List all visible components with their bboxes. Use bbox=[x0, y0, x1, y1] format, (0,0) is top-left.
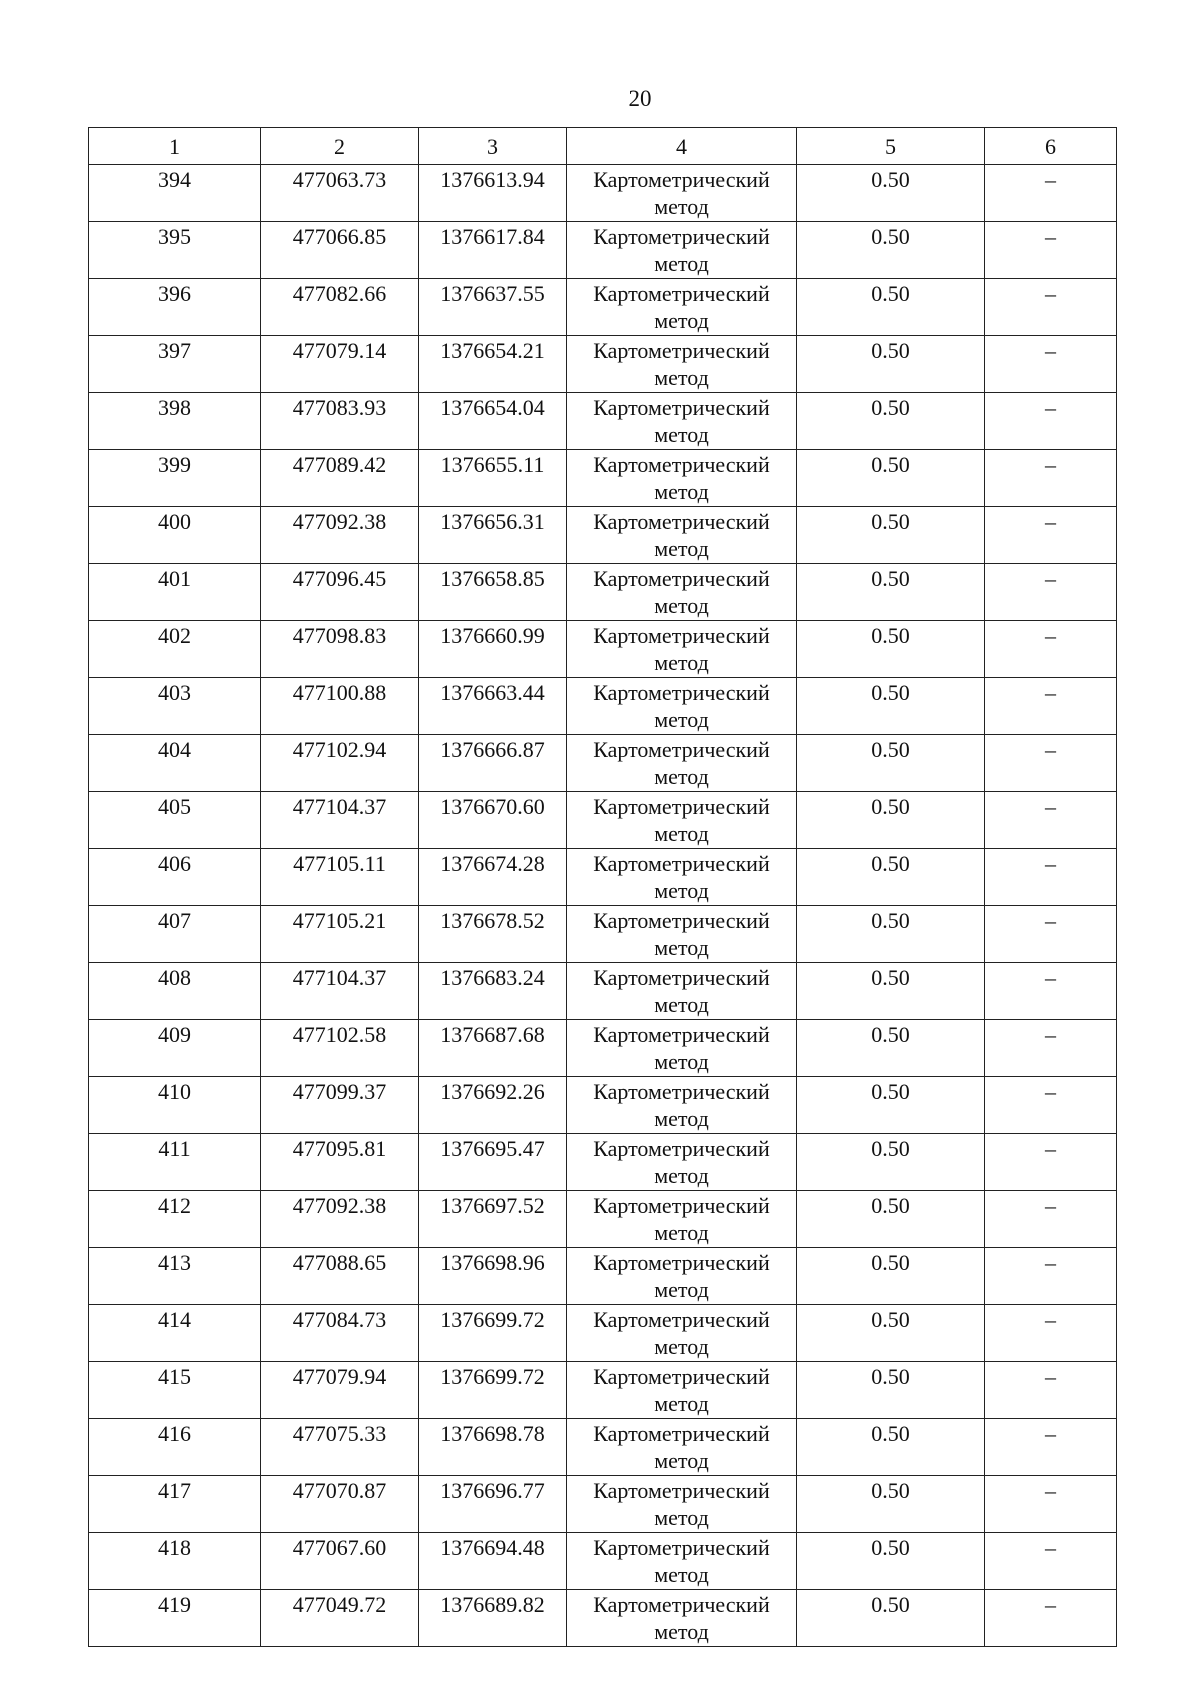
method-cell: Картометрический метод bbox=[567, 1134, 797, 1191]
table-row bbox=[89, 735, 1117, 792]
x-coordinate-cell: 477079.14 bbox=[261, 336, 419, 393]
y-coordinate-cell: 1376689.82 bbox=[419, 1590, 567, 1647]
note-cell: – bbox=[985, 963, 1117, 1020]
x-coordinate-cell: 477105.11 bbox=[261, 849, 419, 906]
method-cell: Картометрический метод bbox=[567, 1077, 797, 1134]
y-coordinate-cell: 1376663.44 bbox=[419, 678, 567, 735]
table-row bbox=[89, 507, 1117, 564]
column-header: 5 bbox=[797, 128, 985, 165]
y-coordinate-cell: 1376694.48 bbox=[419, 1533, 567, 1590]
note-cell: – bbox=[985, 792, 1117, 849]
table-row bbox=[89, 1419, 1117, 1476]
x-coordinate-cell: 477084.73 bbox=[261, 1305, 419, 1362]
y-coordinate-cell: 1376674.28 bbox=[419, 849, 567, 906]
coordinates-table bbox=[88, 127, 1117, 1647]
method-cell: Картометрический метод bbox=[567, 963, 797, 1020]
table-row bbox=[89, 1590, 1117, 1647]
x-coordinate-cell: 477099.37 bbox=[261, 1077, 419, 1134]
method-cell: Картометрический метод bbox=[567, 849, 797, 906]
y-coordinate-cell: 1376678.52 bbox=[419, 906, 567, 963]
note-cell: – bbox=[985, 1305, 1117, 1362]
method-cell: Картометрический метод bbox=[567, 1533, 797, 1590]
y-coordinate-cell: 1376666.87 bbox=[419, 735, 567, 792]
method-cell: Картометрический метод bbox=[567, 1476, 797, 1533]
accuracy-cell: 0.50 bbox=[797, 1020, 985, 1077]
accuracy-cell: 0.50 bbox=[797, 165, 985, 222]
point-number-cell: 408 bbox=[89, 963, 261, 1020]
table-row bbox=[89, 1191, 1117, 1248]
y-coordinate-cell: 1376660.99 bbox=[419, 621, 567, 678]
accuracy-cell: 0.50 bbox=[797, 621, 985, 678]
method-cell: Картометрический метод bbox=[567, 621, 797, 678]
x-coordinate-cell: 477102.58 bbox=[261, 1020, 419, 1077]
point-number-cell: 410 bbox=[89, 1077, 261, 1134]
accuracy-cell: 0.50 bbox=[797, 735, 985, 792]
note-cell: – bbox=[985, 393, 1117, 450]
note-cell: – bbox=[985, 735, 1117, 792]
point-number-cell: 414 bbox=[89, 1305, 261, 1362]
point-number-cell: 402 bbox=[89, 621, 261, 678]
accuracy-cell: 0.50 bbox=[797, 963, 985, 1020]
x-coordinate-cell: 477104.37 bbox=[261, 963, 419, 1020]
table-row bbox=[89, 1248, 1117, 1305]
method-cell: Картометрический метод bbox=[567, 1248, 797, 1305]
accuracy-cell: 0.50 bbox=[797, 1134, 985, 1191]
method-cell: Картометрический метод bbox=[567, 1020, 797, 1077]
note-cell: – bbox=[985, 336, 1117, 393]
table-row bbox=[89, 279, 1117, 336]
method-cell: Картометрический метод bbox=[567, 507, 797, 564]
accuracy-cell: 0.50 bbox=[797, 1476, 985, 1533]
table-row bbox=[89, 678, 1117, 735]
note-cell: – bbox=[985, 1134, 1117, 1191]
method-cell: Картометрический метод bbox=[567, 1419, 797, 1476]
point-number-cell: 398 bbox=[89, 393, 261, 450]
table-row bbox=[89, 336, 1117, 393]
method-cell: Картометрический метод bbox=[567, 165, 797, 222]
y-coordinate-cell: 1376683.24 bbox=[419, 963, 567, 1020]
x-coordinate-cell: 477105.21 bbox=[261, 906, 419, 963]
note-cell: – bbox=[985, 1248, 1117, 1305]
point-number-cell: 403 bbox=[89, 678, 261, 735]
point-number-cell: 407 bbox=[89, 906, 261, 963]
note-cell: – bbox=[985, 564, 1117, 621]
y-coordinate-cell: 1376655.11 bbox=[419, 450, 567, 507]
accuracy-cell: 0.50 bbox=[797, 678, 985, 735]
table-row bbox=[89, 165, 1117, 222]
accuracy-cell: 0.50 bbox=[797, 1077, 985, 1134]
y-coordinate-cell: 1376617.84 bbox=[419, 222, 567, 279]
point-number-cell: 415 bbox=[89, 1362, 261, 1419]
table-row bbox=[89, 393, 1117, 450]
y-coordinate-cell: 1376654.21 bbox=[419, 336, 567, 393]
table-row bbox=[89, 1134, 1117, 1191]
accuracy-cell: 0.50 bbox=[797, 564, 985, 621]
method-cell: Картометрический метод bbox=[567, 1305, 797, 1362]
point-number-cell: 400 bbox=[89, 507, 261, 564]
point-number-cell: 404 bbox=[89, 735, 261, 792]
page-number: 20 bbox=[628, 86, 652, 111]
y-coordinate-cell: 1376697.52 bbox=[419, 1191, 567, 1248]
x-coordinate-cell: 477104.37 bbox=[261, 792, 419, 849]
table-row bbox=[89, 1077, 1117, 1134]
accuracy-cell: 0.50 bbox=[797, 1191, 985, 1248]
table-row bbox=[89, 906, 1117, 963]
table-row bbox=[89, 222, 1117, 279]
method-cell: Картометрический метод bbox=[567, 735, 797, 792]
note-cell: – bbox=[985, 1533, 1117, 1590]
accuracy-cell: 0.50 bbox=[797, 393, 985, 450]
method-cell: Картометрический метод bbox=[567, 678, 797, 735]
y-coordinate-cell: 1376656.31 bbox=[419, 507, 567, 564]
method-cell: Картометрический метод bbox=[567, 1590, 797, 1647]
method-cell: Картометрический метод bbox=[567, 336, 797, 393]
y-coordinate-cell: 1376698.78 bbox=[419, 1419, 567, 1476]
note-cell: – bbox=[985, 222, 1117, 279]
method-cell: Картометрический метод bbox=[567, 1191, 797, 1248]
x-coordinate-cell: 477089.42 bbox=[261, 450, 419, 507]
method-cell: Картометрический метод bbox=[567, 279, 797, 336]
column-header: 3 bbox=[419, 128, 567, 165]
table-row bbox=[89, 1533, 1117, 1590]
note-cell: – bbox=[985, 165, 1117, 222]
accuracy-cell: 0.50 bbox=[797, 1305, 985, 1362]
note-cell: – bbox=[985, 1419, 1117, 1476]
note-cell: – bbox=[985, 1476, 1117, 1533]
x-coordinate-cell: 477063.73 bbox=[261, 165, 419, 222]
x-coordinate-cell: 477098.83 bbox=[261, 621, 419, 678]
note-cell: – bbox=[985, 450, 1117, 507]
point-number-cell: 396 bbox=[89, 279, 261, 336]
accuracy-cell: 0.50 bbox=[797, 1533, 985, 1590]
note-cell: – bbox=[985, 1590, 1117, 1647]
y-coordinate-cell: 1376696.77 bbox=[419, 1476, 567, 1533]
y-coordinate-cell: 1376654.04 bbox=[419, 393, 567, 450]
point-number-cell: 406 bbox=[89, 849, 261, 906]
table-body bbox=[89, 165, 1117, 1647]
y-coordinate-cell: 1376658.85 bbox=[419, 564, 567, 621]
method-cell: Картометрический метод bbox=[567, 393, 797, 450]
accuracy-cell: 0.50 bbox=[797, 906, 985, 963]
accuracy-cell: 0.50 bbox=[797, 1590, 985, 1647]
note-cell: – bbox=[985, 906, 1117, 963]
x-coordinate-cell: 477049.72 bbox=[261, 1590, 419, 1647]
table-row bbox=[89, 1362, 1117, 1419]
x-coordinate-cell: 477092.38 bbox=[261, 1191, 419, 1248]
x-coordinate-cell: 477102.94 bbox=[261, 735, 419, 792]
method-cell: Картометрический метод bbox=[567, 906, 797, 963]
y-coordinate-cell: 1376637.55 bbox=[419, 279, 567, 336]
y-coordinate-cell: 1376692.26 bbox=[419, 1077, 567, 1134]
point-number-cell: 401 bbox=[89, 564, 261, 621]
column-header: 2 bbox=[261, 128, 419, 165]
y-coordinate-cell: 1376699.72 bbox=[419, 1362, 567, 1419]
x-coordinate-cell: 477092.38 bbox=[261, 507, 419, 564]
accuracy-cell: 0.50 bbox=[797, 336, 985, 393]
table-row bbox=[89, 1020, 1117, 1077]
point-number-cell: 397 bbox=[89, 336, 261, 393]
table-row bbox=[89, 849, 1117, 906]
note-cell: – bbox=[985, 279, 1117, 336]
column-header: 1 bbox=[89, 128, 261, 165]
x-coordinate-cell: 477082.66 bbox=[261, 279, 419, 336]
accuracy-cell: 0.50 bbox=[797, 1248, 985, 1305]
method-cell: Картометрический метод bbox=[567, 1362, 797, 1419]
x-coordinate-cell: 477100.88 bbox=[261, 678, 419, 735]
method-cell: Картометрический метод bbox=[567, 450, 797, 507]
x-coordinate-cell: 477083.93 bbox=[261, 393, 419, 450]
note-cell: – bbox=[985, 1077, 1117, 1134]
table-row bbox=[89, 792, 1117, 849]
table-row bbox=[89, 963, 1117, 1020]
point-number-cell: 419 bbox=[89, 1590, 261, 1647]
point-number-cell: 394 bbox=[89, 165, 261, 222]
y-coordinate-cell: 1376698.96 bbox=[419, 1248, 567, 1305]
accuracy-cell: 0.50 bbox=[797, 222, 985, 279]
accuracy-cell: 0.50 bbox=[797, 792, 985, 849]
accuracy-cell: 0.50 bbox=[797, 507, 985, 564]
note-cell: – bbox=[985, 678, 1117, 735]
accuracy-cell: 0.50 bbox=[797, 1362, 985, 1419]
x-coordinate-cell: 477096.45 bbox=[261, 564, 419, 621]
method-cell: Картометрический метод bbox=[567, 792, 797, 849]
point-number-cell: 418 bbox=[89, 1533, 261, 1590]
point-number-cell: 399 bbox=[89, 450, 261, 507]
point-number-cell: 405 bbox=[89, 792, 261, 849]
method-cell: Картометрический метод bbox=[567, 222, 797, 279]
table-header-row bbox=[89, 128, 1117, 165]
table-row bbox=[89, 1476, 1117, 1533]
table-row bbox=[89, 1305, 1117, 1362]
accuracy-cell: 0.50 bbox=[797, 279, 985, 336]
point-number-cell: 412 bbox=[89, 1191, 261, 1248]
note-cell: – bbox=[985, 507, 1117, 564]
note-cell: – bbox=[985, 1362, 1117, 1419]
method-cell: Картометрический метод bbox=[567, 564, 797, 621]
note-cell: – bbox=[985, 621, 1117, 678]
column-header: 4 bbox=[567, 128, 797, 165]
accuracy-cell: 0.50 bbox=[797, 450, 985, 507]
x-coordinate-cell: 477075.33 bbox=[261, 1419, 419, 1476]
x-coordinate-cell: 477095.81 bbox=[261, 1134, 419, 1191]
y-coordinate-cell: 1376613.94 bbox=[419, 165, 567, 222]
table-row bbox=[89, 621, 1117, 678]
y-coordinate-cell: 1376699.72 bbox=[419, 1305, 567, 1362]
point-number-cell: 417 bbox=[89, 1476, 261, 1533]
point-number-cell: 409 bbox=[89, 1020, 261, 1077]
table-row bbox=[89, 450, 1117, 507]
x-coordinate-cell: 477070.87 bbox=[261, 1476, 419, 1533]
x-coordinate-cell: 477079.94 bbox=[261, 1362, 419, 1419]
x-coordinate-cell: 477088.65 bbox=[261, 1248, 419, 1305]
note-cell: – bbox=[985, 1191, 1117, 1248]
point-number-cell: 413 bbox=[89, 1248, 261, 1305]
x-coordinate-cell: 477067.60 bbox=[261, 1533, 419, 1590]
y-coordinate-cell: 1376695.47 bbox=[419, 1134, 567, 1191]
y-coordinate-cell: 1376670.60 bbox=[419, 792, 567, 849]
accuracy-cell: 0.50 bbox=[797, 849, 985, 906]
column-header: 6 bbox=[985, 128, 1117, 165]
note-cell: – bbox=[985, 1020, 1117, 1077]
table-row bbox=[89, 564, 1117, 621]
point-number-cell: 395 bbox=[89, 222, 261, 279]
y-coordinate-cell: 1376687.68 bbox=[419, 1020, 567, 1077]
point-number-cell: 411 bbox=[89, 1134, 261, 1191]
point-number-cell: 416 bbox=[89, 1419, 261, 1476]
note-cell: – bbox=[985, 849, 1117, 906]
x-coordinate-cell: 477066.85 bbox=[261, 222, 419, 279]
accuracy-cell: 0.50 bbox=[797, 1419, 985, 1476]
